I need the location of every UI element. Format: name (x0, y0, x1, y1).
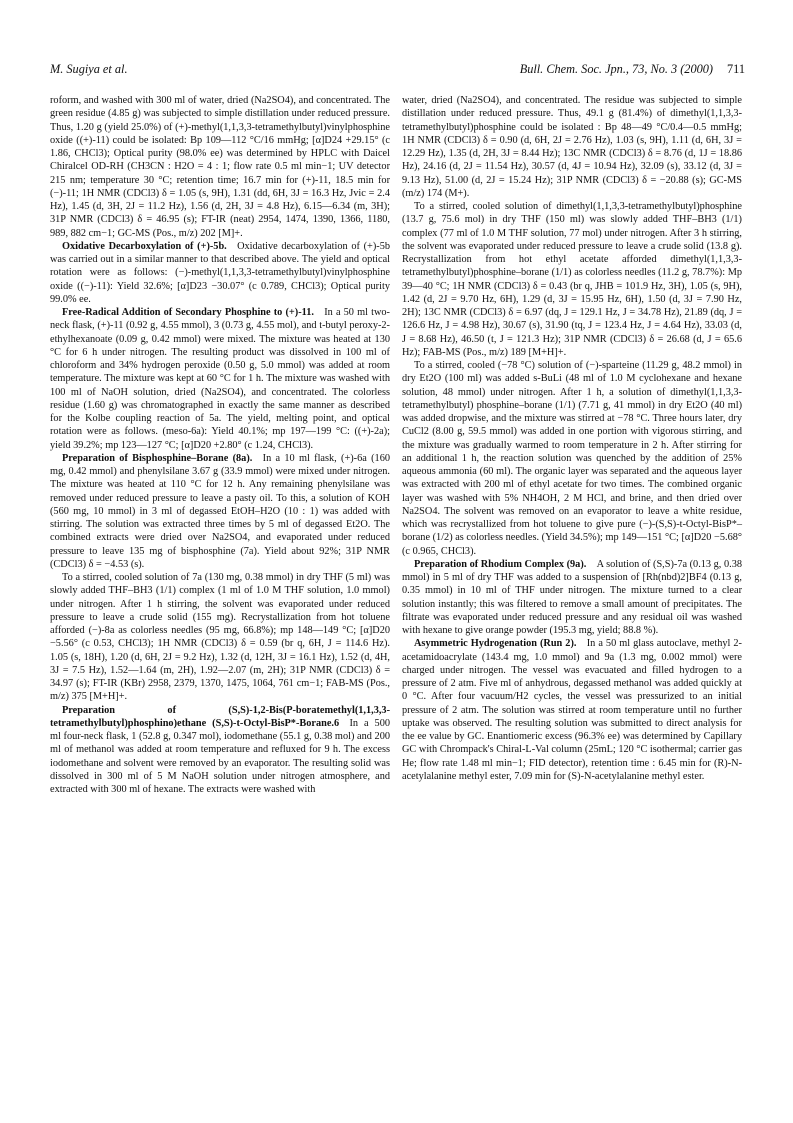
paragraph (50, 452, 390, 571)
header-authors: M. Sugiya et al. (50, 62, 128, 76)
left-column (50, 94, 390, 796)
paragraph-text: Oxidative decarboxylation of (+)-5b was carried out in a similar manner to that described above. The yield and optical rotation were as follows: (−)-methyl(1,1,3,3-tetramethylbutyl)vinylphosphine oxide ((−)-11): Yield 32.6%; [α]D23 −30.07° (c 0.789, CHCl3); Optical purity 99.0% ee. (50, 240, 390, 305)
paragraph-heading: Asymmetric Hydrogenation (Run 2). (414, 638, 577, 650)
header-journal-info (520, 62, 745, 77)
paragraph (402, 637, 742, 783)
paragraph-text: In a 50 ml glass autoclave, methyl 2-acetamidoacrylate (143.4 mg, 1.0 mmol) and 9a (1.3 mg, 0.002 mmol) were charged under nitrogen. The vessel was evacuated and filled hydrogen to a pressure of 2 atm. Five ml of anhydrous, degassed methanol was added quickly at 0 °C. After four vacuum/H2 cycles, the vessel was pressurized to an initial pressure of 2 atm. The solution was stirred at room temperature until no further uptake was observed. The resulting solution was submitted to direct analysis for the ee value by GC. Enantiomeric excess (96.3% ee) was determined by Capillary GC with Chrompack's Chiral-L-Val column (25mL; 120 °C isothermal; carrier gas He; flow rate 1.48 ml min−1; FID detector), retention time : 6.45 min for (R)-N-acetylalanine methyl ester, 7.09 min for (S)-N-acetylalanine methyl ester. (402, 638, 742, 782)
paragraph-heading: Preparation of Bisphosphine–Borane (8a). (62, 452, 253, 464)
paragraph (50, 240, 390, 306)
paragraph (402, 359, 742, 558)
paragraph-text: water, dried (Na2SO4), and concentrated. The residue was subjected to simple distillation under reduced pressure. Thus, 49.1 g (81.4%) of dimethyl(1,1,3,3-tetramethylbutyl)phosphine could be isolated : Bp 48—49 °C/0.4—0.5 mmHg; 1H NMR (CDCl3) δ = 0.90 (d, 6H, 2J = 2.76 Hz), 1.03 (s, 9H), 1.11 (d, 6H, 3J = 12.29 Hz), 1.35 (d, 2H, 3J = 8.44 Hz); 13C NMR (CDCl3) δ = 8.76 (d, 1J = 18.86 Hz), 24.16 (d, 2J = 11.54 Hz), 30.57 (d, 4J = 10.94 Hz), 32.09 (s), 33.12 (d, 3J = 9.13 Hz), 51.00 (d, 2J = 15.24 Hz); 31P NMR (CDCl3) δ = −20.88 (s); GC-MS (m/z) 174 (M+). (402, 95, 742, 199)
paragraph-heading: Oxidative Decarboxylation of (+)-5b. (62, 240, 227, 252)
header-journal: Bull. Chem. Soc. Jpn., 73, No. 3 (2000) (519, 62, 713, 76)
right-column (402, 94, 742, 783)
paragraph-text: To a stirred, cooled (−78 °C) solution of (−)-sparteine (11.29 g, 48.2 mmol) in dry Et2O (100 ml) was added s-BuLi (48 ml of 1.0 M cyclohexane and hexane solution, 48 mmol) under nitrogen. After 1 h, a solution of dimethyl(1,1,3,3-tetramethylbutyl) phosphine–borane (1/1) (7.71 g, 41 mmol) in dry Et2O (40 ml) was added dropwise, and the mixture was stirred at −78 °C. Three hours later, dry CuCl2 (8.00 g, 59.5 mmol) was added in one portion with vigorous stirring, and the mixture was gradually warmed to room temperature in 2 h. After stirring for an additional 1 h, the reaction solution was quenched by the addition of 25% aqueous ammonia (60 ml). The organic layer was separated and the aqueous layer was extracted with 200 ml of ethyl acetate for two times. The combined organic layer was washed with 5% NH4OH, 2 M HCl, and brine, and then dried over Na2SO4. The solvent was removed on an evaporator to leave a white residue, which was recrystallized from hot toluene to give pure (−)-(S,S)-t-Octyl-BisP*–borane (1/2) as colorless needles. (Yield 34.5%); mp 149—151 °C; [α]D20 −5.68° (c 0.965, CHCl3). (402, 360, 742, 557)
page-number: 711 (727, 62, 745, 76)
paragraph-heading: Preparation of (S,S)-1,2-Bis(P-boratemethyl(1,1,3,3-tetramethylbutyl)phosphino)ethane (S,S)-t-Octyl-BisP*-Borane.6 (50, 704, 390, 729)
paragraph-heading: Preparation of Rhodium Complex (9a). (414, 558, 587, 570)
paragraph (50, 306, 390, 452)
paragraph (50, 94, 390, 240)
paragraph-text: In a 500 ml four-neck flask, 1 (52.8 g, 0.347 mol), iodomethane (55.1 g, 0.38 mol) and 200 ml of methanol was added at room temperature and refluxed for 9 h. The excess iodomethane and solvent were removed by an evaporator. The resulting solid was dissolved in 300 ml of 5 M NaOH solution under nitrogen atmosphere, and extracted with 300 ml of hexane. The extracts were washed with (50, 717, 390, 795)
paragraph-text: To a stirred, cooled solution of dimethyl(1,1,3,3-tetramethylbutyl)phosphine (13.7 g, 75.6 mol) in dry THF (150 ml) was slowly added THF–BH3 (1/1) complex (77 ml of 1.0 M THF solution, 77 mol) under nitrogen. After 3 h stirring, the solvent was evaporated under reduced pressure to leave a crude solid (13.8 g). Recrystallization from hot ethyl acetate afforded dimethyl(1,1,3,3-tetramethylbutyl)phosphine–borane (1/1) as colorless needles (11.2 g, 78.7%): Mp 39—40 °C; 1H NMR (CDCl3) δ = 0.43 (br q, JHB = 101.9 Hz, 3H), 1.05 (s, 9H), 1.42 (d, 2J = 9.70 Hz, 6H), 1.29 (d, 3J = 15.95 Hz, 6H), 1.50 (d, 3J = 7.90 Hz, 2H); 13C NMR (CDCl3) δ = 6.97 (dq, J = 129.1 Hz, J = 34.78 Hz), 21.89 (dq, J = 126.6 Hz, J = 4.98 Hz), 30.67 (s), 31.90 (tq, J = 123.4 Hz, J = 4.64 Hz), 33.03 (d, J = 8.68 Hz), 46.50 (t, J = 121.3 Hz); 31P NMR (CDCl3) δ = 26.68 (d, J = 65.6 Hz); FAB-MS (Pos., m/z) 189 [M+H]+. (402, 201, 742, 358)
paragraph-text: In a 50 ml two-neck flask, (+)-11 (0.92 g, 4.55 mmol), 3 (0.73 g, 4.55 mol), and t-butyl peroxy-2-ethylhexanoate (0.09 g, 0.42 mmol) were mixed. The mixture was heated at 130 °C for 6 h under nitrogen. The resulting product was dissolved in 100 ml of chloroform and 34% hydrogen peroxide (0.50 g, 5.0 mmol) was added at room temperature. The mixture was kept at 60 °C for 1 h. The mixture was washed with 100 ml of NaOH solution, dried (Na2SO4), and concentrated. The colorless residue (1.60 g) was chromatographed in exactly the same manner as described for the Kolbe coupling reaction of 5a. The yield, melting point, and optical rotation were as follows. (meso-6a): Yield 40.1%; mp 197—199 °C: ((+)-2a); yield 39.2%; mp 123—127 °C; [α]D20 +2.80° (c 1.24, CHCl3). (50, 307, 390, 451)
paragraph (402, 200, 742, 359)
paragraph (402, 558, 742, 638)
paragraph (50, 571, 390, 704)
running-header (50, 62, 745, 82)
paragraph (50, 704, 390, 797)
paragraph-text: A solution of (S,S)-7a (0.13 g, 0.38 mmol) in 5 ml of dry THF was added to a suspension of [Rh(nbd)2]BF4 (0.13 g, 0.35 mmol) in 10 ml of THF under nitrogen. The mixture turned to a clear solution instantly; this was filtered to remove a small amount of precipitates. The filtrate was evaporated under reduced pressure and any residual oil was washed with hexane to give orange powder (195.3 mg, yield; 88.8 %). (402, 558, 742, 636)
paragraph-text: roform, and washed with 300 ml of water, dried (Na2SO4), and concentrated. The green residue (4.85 g) was subjected to simple distillation under reduced pressure. Thus, 1.20 g (yield 25.0%) of (+)-methyl(1,1,3,3-tetramethylbutyl)vinylphosphine oxide ((+)-11) could be isolated: Bp 109—112 °C/16 mmHg; [α]D24 +29.15° (c 1.86, CHCl3); Optical purity (98.0% ee) was determined by HPLC with Daicel Chiralcel OD-RH (CH3CN : H2O = 4 : 1; flow rate 0.5 ml min−1; UV detector 215 nm; temperature 30 °C; retention time; 16.7 min for (+)-11, 18.5 min for (−)-11; 1H NMR (CDCl3) δ = 1.05 (s, 9H), 1.31 (dd, 6H, 3J = 16.3 Hz, Jvic = 2.4 Hz), 1.45 (d, 3H, 2J = 11.2 Hz), 1.56 (d, 2H, 3J = 4.8 Hz), 6.15—6.34 (m, 3H); 31P NMR (CDCl3) δ = 46.95 (s); FT-IR (neat) 2954, 1474, 1390, 1366, 1180, 989, 882 cm−1; GC-MS (Pos., m/z) 202 [M]+. (50, 95, 390, 239)
paragraph (402, 94, 742, 200)
paragraph-heading: Free-Radical Addition of Secondary Phosphine to (+)-11. (62, 307, 314, 318)
paragraph-text: To a stirred, cooled solution of 7a (130 mg, 0.38 mmol) in dry THF (5 ml) was slowly added THF–BH3 (1/1) complex (1 ml of 1.0 M THF solution, 1.0 mmol) under nitrogen. After 1 h stirring, the solvent was evaporated under reduced pressure to leave a crude solid (155 mg). Recrystallization from hot toluene afforded (−)-8a as colorless needles (95 mg, 66.8%); mp 148—149 °C; [α]D20 −5.56° (c 0.53, CHCl3); 1H NMR (CDCl3) δ = 0.59 (br q, 6H, J = 114.6 Hz). 1.05 (s, 18H), 1.20 (d, 6H, 2J = 9.2 Hz), 1.32 (d, 12H, 3J = 16.1 Hz), 1.52 (d, 4H, 3J = 7.5 Hz), 1.52—1.64 (m, 2H), 1.92—2.07 (m, 2H); 31P NMR (CDCl3) δ = 34.97 (s); FT-IR (KBr) 2958, 2379, 1370, 1475, 1064, 761 cm−1; FAB-MS (Pos., m/z) 375 [M+H]+. (50, 572, 390, 703)
paragraph-text: In a 10 ml flask, (+)-6a (160 mg, 0.42 mmol) and phenylsilane 3.67 g (33.9 mmol) were mixed under nitrogen. The mixture was heated at 110 °C for 12 h. Any remaining phenylsilane was removed under reduced pressure to leave a pasty oil. To this, a solution of KOH (560 mg, 10 mmol) in 3 ml of degassed EtOH–H2O (10 : 1) was added with stirring. The solution was extracted three times by 5 ml of degassed Et2O. The combined extracts were dried over Na2SO4, and evaporated under reduced pressure to leave 135 mg of bisphosphine (7a). Yield about 92%; 31P NMR (CDCl3) δ = −4.53 (s). (50, 452, 391, 570)
